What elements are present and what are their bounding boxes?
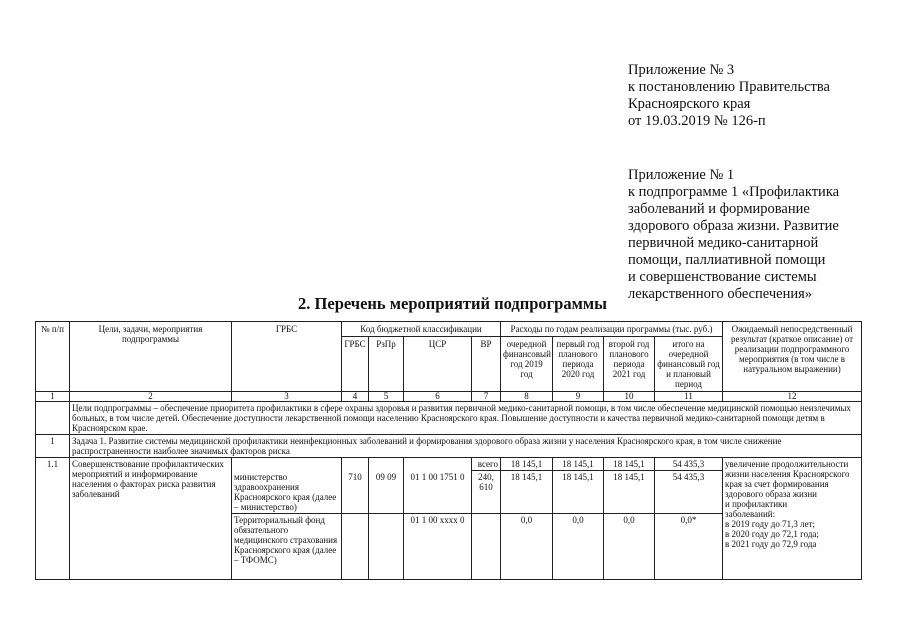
appendix-line: к подпрограмме 1 «Профилактика — [628, 184, 840, 200]
goal-row — [36, 402, 862, 435]
appendix-line: здорового образа жизни. Развитие — [628, 218, 839, 234]
ministry-csr: 01 1 00 1751 0 — [404, 471, 472, 514]
total-2019: 18 145,1 — [501, 458, 553, 471]
result-line: в 2021 году до 72,9 года — [725, 539, 817, 549]
result-line: в 2019 году до 71,3 лет; — [725, 519, 816, 529]
col-number: 12 — [723, 392, 862, 402]
ministry-grbs-name: министерство здравоохранения Красноярского края (далее – министерство) — [232, 471, 342, 514]
tfoms-2019: 0,0 — [501, 513, 553, 579]
ministry-2020: 18 145,1 — [553, 471, 604, 514]
appendix-line: лекарственного обеспечения» — [628, 286, 813, 302]
tfoms-vr — [472, 513, 501, 579]
ministry-code-grbs: 710 — [342, 471, 369, 514]
col-number: 4 — [342, 392, 369, 402]
header-result: Ожидаемый непосредственный результат (краткое описание) от реализации подпрограммного мероприятия (в том числе в натуральном выражении) — [723, 322, 862, 392]
result-line: в 2020 году до 72,1 года; — [725, 529, 819, 539]
header-row — [36, 322, 862, 337]
header-num: № п/п — [36, 322, 70, 392]
header-code-rzpr: РзПр — [369, 337, 404, 392]
task-num: 1 — [36, 435, 70, 458]
ministry-sum: 54 435,3 — [655, 471, 723, 514]
appendix-line: Приложение № 1 — [628, 167, 735, 183]
result-line: здорового образа жизни — [725, 489, 817, 499]
result-line: заболеваний: — [725, 509, 776, 519]
task-text: Задача 1. Развитие системы медицинской профилактики неинфекционных заболеваний и формирования здорового образа жизни у населения Красноярского края, в том числе снижение распространенности наиболее значимых факторов риска — [70, 435, 862, 458]
goal-text: Цели подпрограммы – обеспечение приоритета профилактики в сфере охраны здоровья и развития первичной медико-санитарной помощи, в том числе обеспечение медицинской помощью неизлечимых больных, в том числе детей. Обеспечение доступности лекарственной помощи населению Красноярского края. Повышение доступности и качества первичной медико-санитарной помощи детям в Красноярском крае. — [70, 402, 862, 435]
appendix-header — [628, 62, 898, 303]
measures-table — [35, 321, 862, 580]
header-exp-first: первый год планового периода 2020 год — [553, 337, 604, 392]
empty-cell — [404, 458, 472, 471]
ministry-rzpr: 09 09 — [369, 471, 404, 514]
tfoms-code-grbs — [342, 513, 369, 579]
column-number-row — [36, 392, 862, 402]
header-goals: Цели, задачи, мероприятия подпрограммы — [70, 322, 232, 392]
empty-cell — [232, 458, 342, 471]
total-2021: 18 145,1 — [604, 458, 655, 471]
task-row — [36, 435, 862, 458]
col-number: 5 — [369, 392, 404, 402]
measure-name: Совершенствование профилактических мероприятий и информирование населения о факторах риска развития заболеваний — [70, 458, 232, 580]
tfoms-2020: 0,0 — [553, 513, 604, 579]
header-code-csr: ЦСР — [404, 337, 472, 392]
header-grbs: ГРБС — [232, 322, 342, 392]
total-sum: 54 435,3 — [655, 458, 723, 471]
col-number: 9 — [553, 392, 604, 402]
appendix-line: от 19.03.2019 № 126-п — [628, 113, 766, 129]
goal-num-cell — [36, 402, 70, 435]
ministry-vr: 240, 610 — [472, 471, 501, 514]
appendix-line: и совершенствование системы — [628, 269, 817, 285]
col-number: 11 — [655, 392, 723, 402]
col-number: 6 — [404, 392, 472, 402]
tfoms-rzpr — [369, 513, 404, 579]
col-number: 10 — [604, 392, 655, 402]
empty-cell — [369, 458, 404, 471]
header-code-grbs: ГРБС — [342, 337, 369, 392]
measure-total-row — [36, 458, 862, 471]
appendix-line: первичной медико-санитарной — [628, 235, 819, 251]
document-title: 2. Перечень мероприятий подпрограммы — [298, 294, 607, 313]
header-exp-total: итого на очередной финансовый год и плановый период — [655, 337, 723, 392]
header-exp-next: очередной финансовый год 2019 год — [501, 337, 553, 392]
header-expenses: Расходы по годам реализации программы (тыс. руб.) — [501, 322, 723, 337]
tfoms-2021: 0,0 — [604, 513, 655, 579]
ministry-2021: 18 145,1 — [604, 471, 655, 514]
empty-cell — [342, 458, 369, 471]
appendix-line: к постановлению Правительства — [628, 79, 830, 95]
result-line: края за счет формирования — [725, 479, 829, 489]
appendix-spacer — [628, 130, 898, 167]
appendix-line: Приложение № 3 — [628, 62, 735, 78]
ministry-2019: 18 145,1 — [501, 471, 553, 514]
appendix-line: Красноярского края — [628, 96, 751, 112]
total-2020: 18 145,1 — [553, 458, 604, 471]
col-number: 2 — [70, 392, 232, 402]
result-line: увеличение продолжительности — [725, 459, 849, 469]
appendix-line: заболеваний и формирование — [628, 201, 810, 217]
tfoms-grbs-name: Территориальный фонд обязательного медицинского страхования Красноярского края (далее – ТФОМС) — [232, 513, 342, 579]
tfoms-csr: 01 1 00 xxxx 0 — [404, 513, 472, 579]
col-number: 3 — [232, 392, 342, 402]
col-number: 1 — [36, 392, 70, 402]
measure-num: 1.1 — [36, 458, 70, 580]
total-label: всего — [472, 458, 501, 471]
appendix-line: помощи, паллиативной помощи — [628, 252, 826, 268]
header-code-vr: ВР — [472, 337, 501, 392]
result-line: и профилактики — [725, 499, 788, 509]
header-exp-second: второй год планового периода 2021 год — [604, 337, 655, 392]
tfoms-sum: 0,0* — [655, 513, 723, 579]
header-budget-code: Код бюджетной классификации — [342, 322, 501, 337]
col-number: 8 — [501, 392, 553, 402]
expected-result — [723, 458, 862, 580]
result-line: жизни населения Красноярского — [725, 469, 850, 479]
col-number: 7 — [472, 392, 501, 402]
